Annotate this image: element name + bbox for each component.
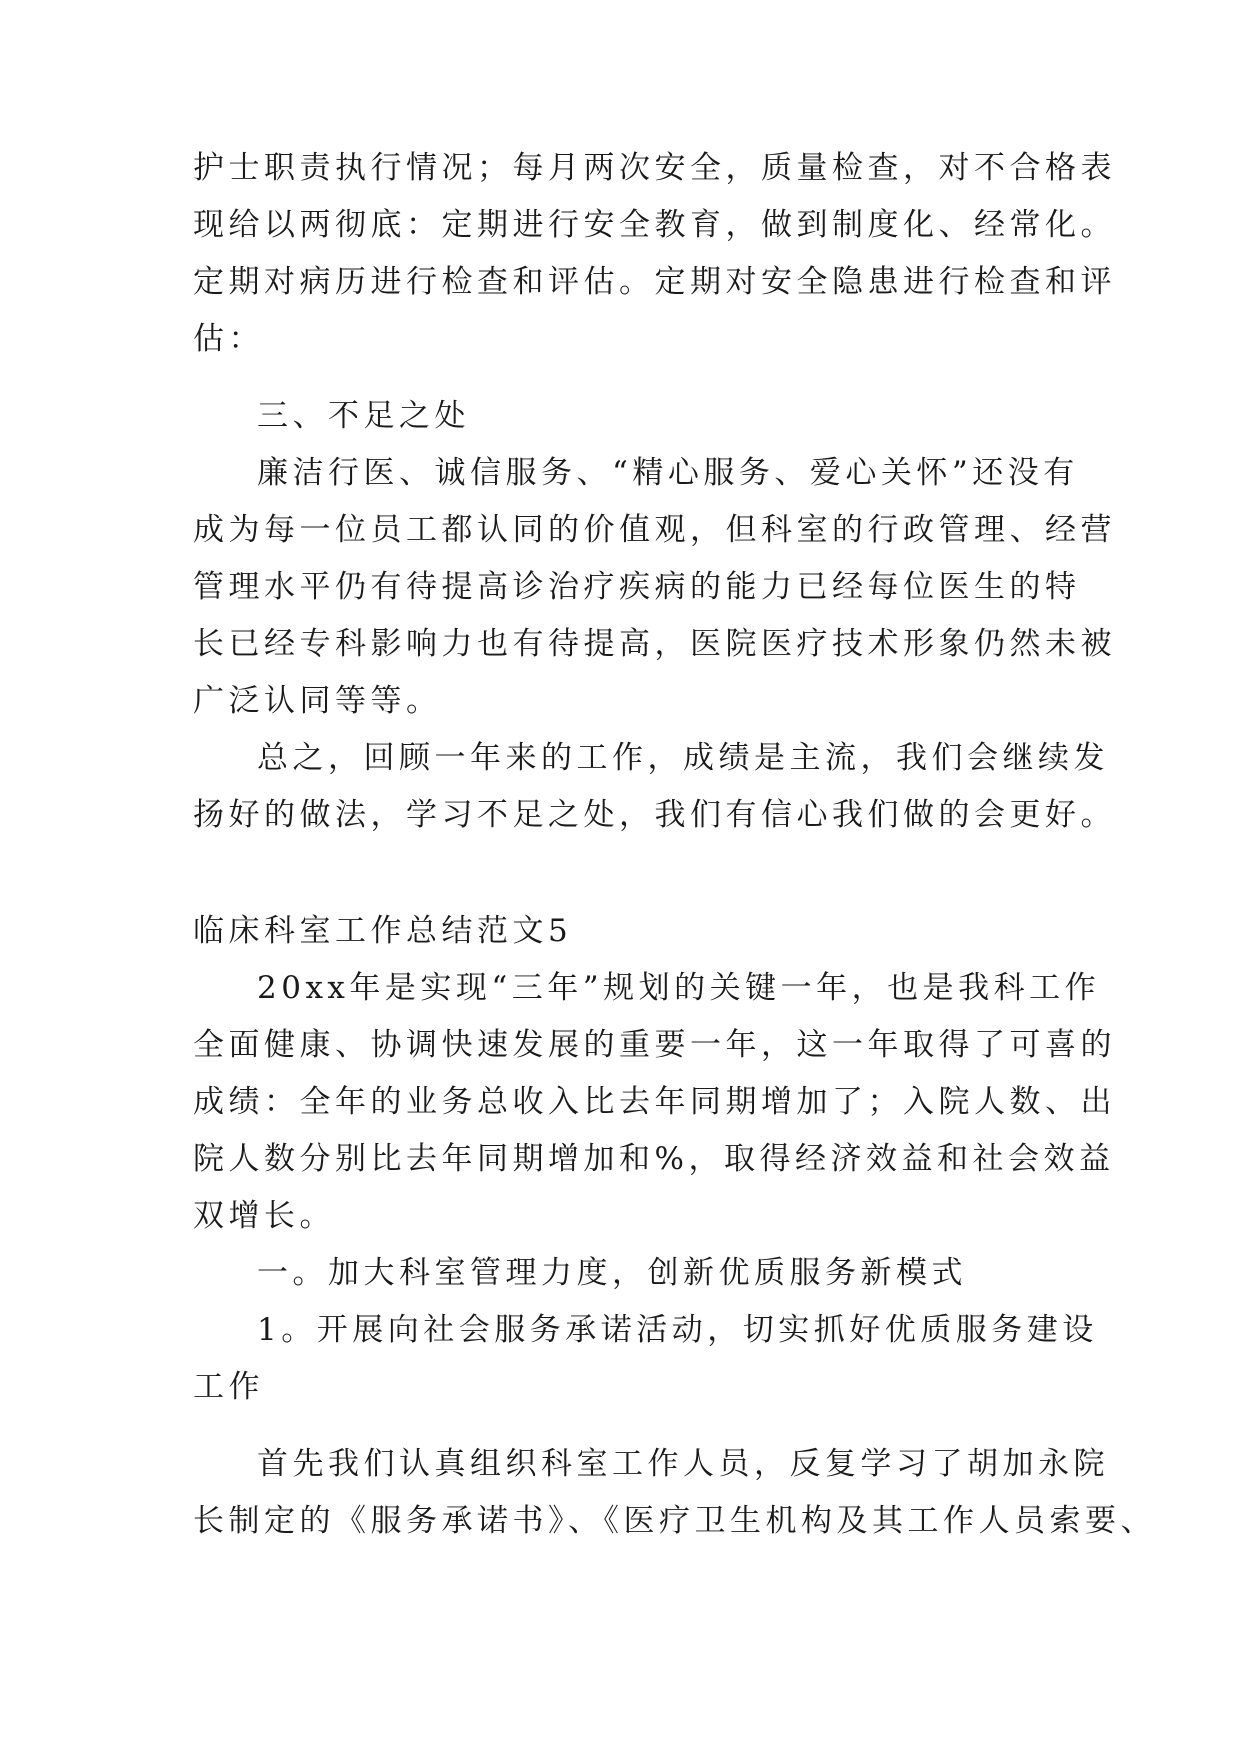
text-line: 现给以两彻底：定期进行安全教育，做到制度化、经常化。 <box>193 207 1116 243</box>
text-line: 管理水平仍有待提高诊治疗疾病的能力已经每位医生的特 <box>193 569 1081 605</box>
text-line: 双增长。 <box>193 1198 335 1234</box>
text-line: 院人数分别比去年同期增加和%，取得经济效益和社会效益 <box>193 1141 1115 1177</box>
section-heading: 一。加大科室管理力度，创新优质服务新模式 <box>257 1255 967 1291</box>
text-line: 长制定的《服务承诺书》、《医疗卫生机构及其工作人员索要、 <box>193 1503 1156 1539</box>
text-line: 全面健康、协调快速发展的重要一年，这一年取得了可喜的 <box>193 1027 1116 1063</box>
paragraph-first-line: 20xx年是实现“三年”规划的关键一年，也是我科工作 <box>257 970 1101 1006</box>
section-heading: 三、不足之处 <box>257 398 470 434</box>
text-line: 成为每一位员工都认同的价值观，但科室的行政管理、经营 <box>193 512 1116 548</box>
subsection-heading: 1。开展向社会服务承诺活动，切实抓好优质服务建设 <box>257 1312 1098 1348</box>
text-line: 成绩：全年的业务总收入比去年同期增加了；入院人数、出 <box>193 1084 1116 1120</box>
text-line: 估： <box>193 321 264 357</box>
paragraph-first-line: 廉洁行医、诚信服务、“精心服务、爱心关怀”还没有 <box>257 455 1079 491</box>
text-line: 长已经专科影响力也有待提高，医院医疗技术形象仍然未被 <box>193 626 1116 662</box>
text-line: 定期对病历进行检查和评估。定期对安全隐患进行检查和评 <box>193 264 1116 300</box>
paragraph-first-line: 总之，回顾一年来的工作，成绩是主流，我们会继续发 <box>257 740 1109 776</box>
text-line: 工作 <box>193 1369 264 1405</box>
paragraph-first-line: 首先我们认真组织科室工作人员，反复学习了胡加永院 <box>257 1446 1109 1482</box>
article-title: 临床科室工作总结范文5 <box>193 913 573 949</box>
text-line: 护士职责执行情况；每月两次安全，质量检查，对不合格表 <box>193 150 1116 186</box>
text-line: 扬好的做法，学习不足之处，我们有信心我们做的会更好。 <box>193 797 1116 833</box>
text-line: 广泛认同等等。 <box>193 683 442 719</box>
